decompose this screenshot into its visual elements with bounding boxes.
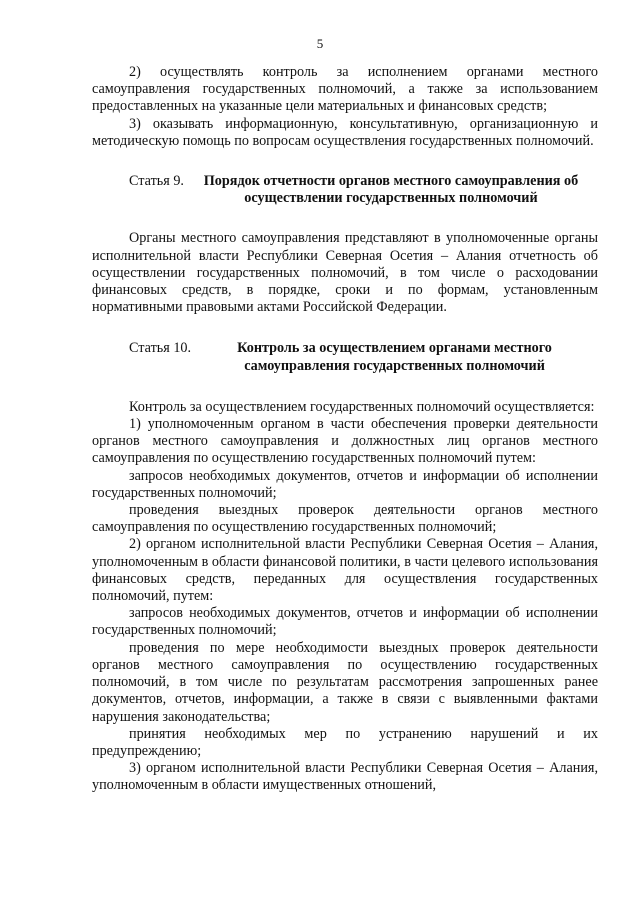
paragraph: 3) органом исполнительной власти Республики Северная Осетия – Алания, уполномоченным в области имущественных отношений, (92, 760, 598, 794)
paragraph: Органы местного самоуправления представляют в уполномоченные органы исполнительной власти Республики Северная Осетия – Алания отчетность об осуществлении государственных полномочий, в том числе о расходовании финансовых средств, в порядке, сроки и по формам, установленным нормативными правовыми актами Российской Федерации. (92, 230, 598, 316)
article-10-number: Статья 10. (129, 340, 192, 357)
article-9-heading (92, 173, 598, 207)
paragraph: 3) оказывать информационную, консультативную, организационную и методическую помощь по вопросам осуществления государственных полномочий. (92, 115, 598, 149)
article-10-heading (92, 340, 598, 374)
article-10-title: Контроль за осуществлением органами местного самоуправления государственных полномочий (237, 340, 552, 374)
article-9-title: Порядок отчетности органов местного самоуправления об осуществлении государственных полномочий (203, 173, 579, 207)
paragraph: запросов необходимых документов, отчетов и информации об исполнении государственных полномочий; (92, 467, 598, 501)
document-body (92, 64, 598, 795)
paragraph: Контроль за осуществлением государственных полномочий осуществляется: (129, 398, 595, 415)
page-number: 5 (316, 36, 324, 51)
paragraph: запросов необходимых документов, отчетов и информации об исполнении государственных полномочий; (92, 605, 598, 639)
paragraph: 2) осуществлять контроль за исполнением органами местного самоуправления государственных полномочий, а также за использованием предоставленных на указанные цели материальных и финансовых средств; (92, 64, 598, 115)
paragraph: принятия необходимых мер по устранению нарушений и их предупреждению; (92, 725, 598, 759)
paragraph: 1) уполномоченным органом в части обеспечения проверки деятельности органов местного самоуправления и должностных лиц органов местного самоуправления по осуществлению государственных полномочий путем: (92, 416, 598, 467)
paragraph: проведения выездных проверок деятельности органов местного самоуправления по осуществлению государственных полномочий; (92, 502, 598, 536)
article-9-number: Статья 9. (129, 173, 184, 190)
paragraph: проведения по мере необходимости выездных проверок деятельности органов местного самоуправления по осуществлению государственных полномочий, в том числе по результатам рассмотрения запрошенных ранее документов, отчетов, информации, а также в связи с выявленными фактами нарушения законодательства; (92, 639, 598, 725)
paragraph: 2) органом исполнительной власти Республики Северная Осетия – Алания, уполномоченным в области финансовой политики, в части целевого использования финансовых средств, переданных для осуществления государственных полномочий, путем: (92, 536, 598, 605)
